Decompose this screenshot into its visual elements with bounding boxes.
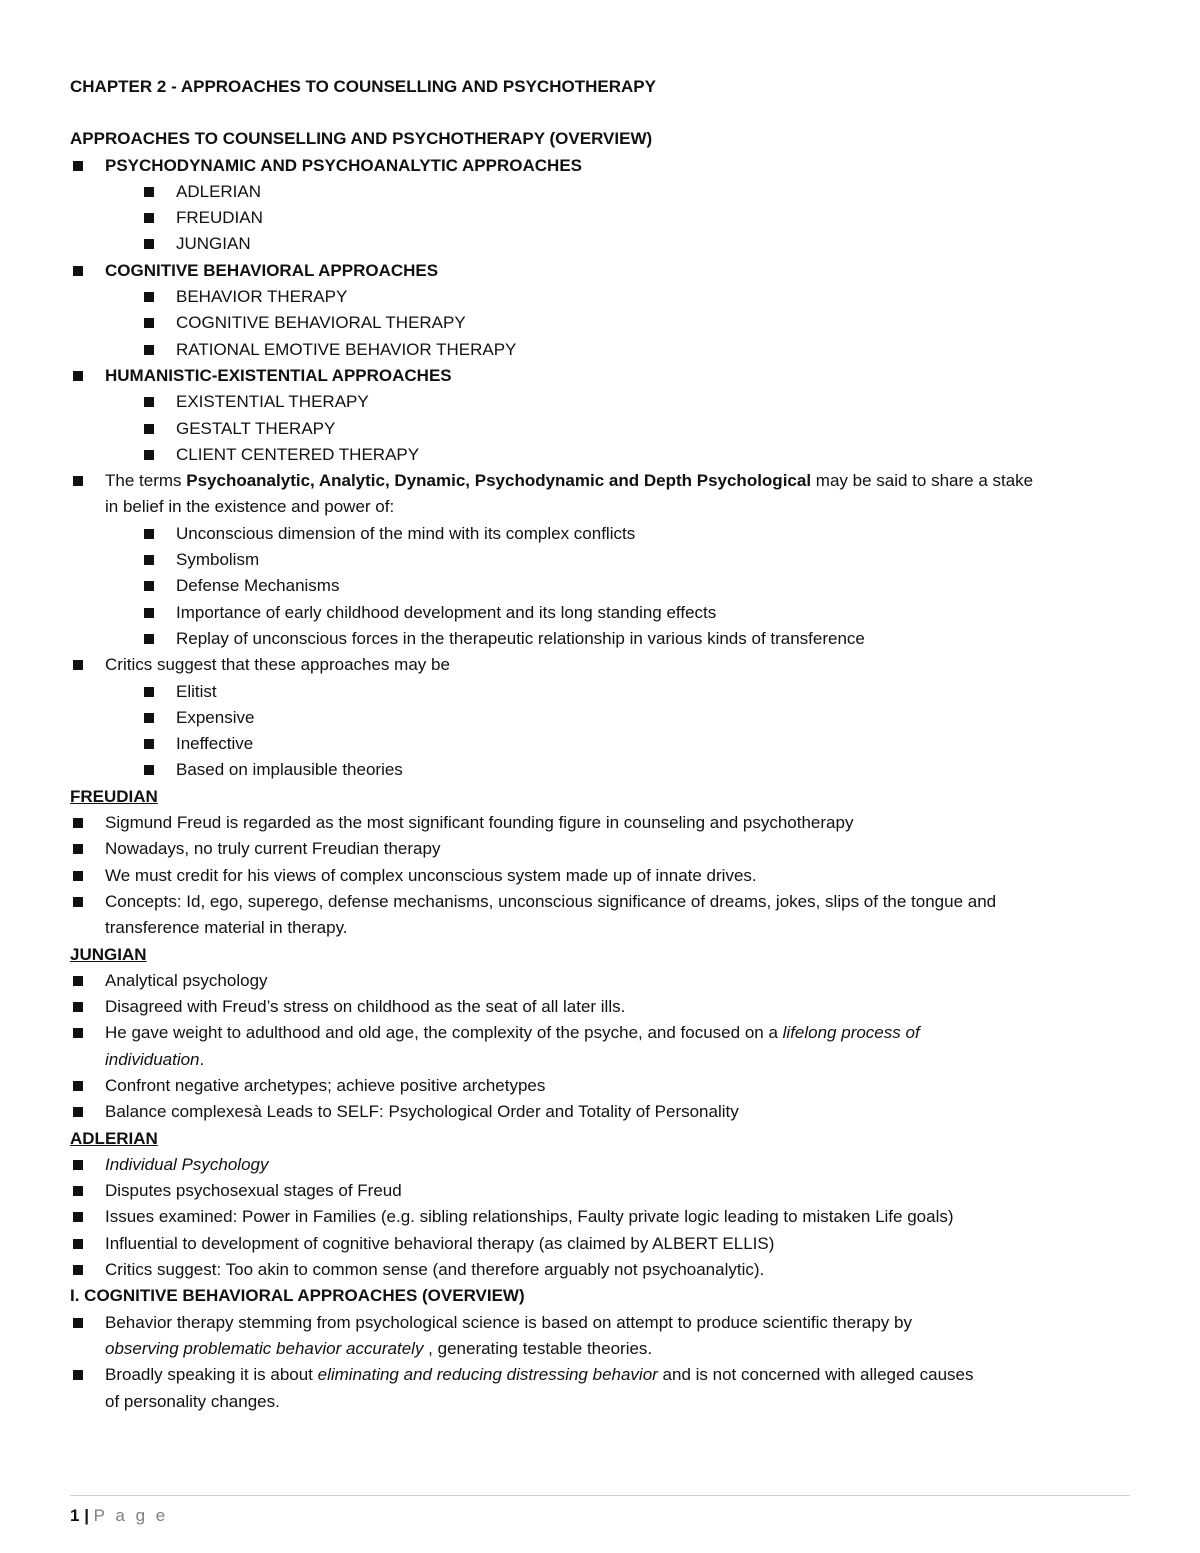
page-footer <box>70 1505 168 1527</box>
list-item-psychodynamic: PSYCHODYNAMIC AND PSYCHOANALYTIC APPROACHES <box>70 153 1145 179</box>
square-bullet-icon <box>73 1160 83 1170</box>
list-item-humanistic: HUMANISTIC-EXISTENTIAL APPROACHES <box>70 363 1145 389</box>
footer-divider <box>70 1495 1130 1496</box>
list-item: Broadly speaking it is about eliminating and reducing distressing behavior and is not concerned with alleged causes <box>70 1362 1145 1388</box>
square-bullet-icon <box>73 1081 83 1091</box>
list-item-terms: The terms Psychoanalytic, Analytic, Dynamic, Psychodynamic and Depth Psychological may be said to share a stake <box>70 468 1145 494</box>
square-bullet-icon <box>144 318 154 328</box>
square-bullet-icon <box>73 660 83 670</box>
list-item-continued: observing problematic behavior accurately , generating testable theories. <box>105 1338 653 1358</box>
list-item-continued: of personality changes. <box>105 1391 280 1411</box>
list-item-continued: individuation. <box>105 1049 205 1069</box>
square-bullet-icon <box>144 450 154 460</box>
list-item: He gave weight to adulthood and old age, the complexity of the psyche, and focused on a lifelong process of <box>70 1020 1145 1046</box>
list-item: Sigmund Freud is regarded as the most significant founding figure in counseling and psychotherapy <box>70 810 1145 836</box>
list-item: Critics suggest: Too akin to common sense (and therefore arguably not psychoanalytic). <box>70 1257 1145 1283</box>
page-number: 1 <box>70 1506 80 1525</box>
square-bullet-icon <box>144 239 154 249</box>
square-bullet-icon <box>144 581 154 591</box>
list-item: COGNITIVE BEHAVIORAL THERAPY <box>70 310 1145 336</box>
square-bullet-icon <box>144 687 154 697</box>
list-item: Defense Mechanisms <box>70 573 1145 599</box>
list-item: Ineffective <box>70 731 1145 757</box>
list-item-continued: transference material in therapy. <box>105 918 348 938</box>
list-item: GESTALT THERAPY <box>70 416 1145 442</box>
list-item: RATIONAL EMOTIVE BEHAVIOR THERAPY <box>70 337 1145 363</box>
square-bullet-icon <box>73 844 83 854</box>
list-item: FREUDIAN <box>70 205 1145 231</box>
list-item-terms-continued: in belief in the existence and power of: <box>105 497 395 517</box>
square-bullet-icon <box>73 1107 83 1117</box>
list-item: Symbolism <box>70 547 1145 573</box>
list-item: Behavior therapy stemming from psychological science is based on attempt to produce scientific therapy by <box>70 1310 1145 1336</box>
square-bullet-icon <box>73 371 83 381</box>
list-item: Based on implausible theories <box>70 757 1145 783</box>
footer-separator: | <box>79 1506 94 1525</box>
square-bullet-icon <box>144 187 154 197</box>
square-bullet-icon <box>73 1002 83 1012</box>
square-bullet-icon <box>73 1265 83 1275</box>
list-item: ADLERIAN <box>70 179 1145 205</box>
square-bullet-icon <box>73 476 83 486</box>
list-item-cognitive: COGNITIVE BEHAVIORAL APPROACHES <box>70 258 1145 284</box>
list-item: Influential to development of cognitive behavioral therapy (as claimed by ALBERT ELLIS) <box>70 1231 1145 1257</box>
section-heading-freudian: FREUDIAN <box>70 786 158 806</box>
document-body <box>70 74 1145 1415</box>
section-heading-jungian: JUNGIAN <box>70 944 147 964</box>
section-heading-cbt: I. COGNITIVE BEHAVIORAL APPROACHES (OVERVIEW) <box>70 1286 525 1306</box>
square-bullet-icon <box>73 266 83 276</box>
list-item: Unconscious dimension of the mind with its complex conflicts <box>70 521 1145 547</box>
list-item: Concepts: Id, ego, superego, defense mechanisms, unconscious significance of dreams, jokes, slips of the tongue and <box>70 889 1145 915</box>
list-item: Replay of unconscious forces in the therapeutic relationship in various kinds of transference <box>70 626 1145 652</box>
spacer <box>70 100 1145 126</box>
square-bullet-icon <box>73 818 83 828</box>
list-item: Expensive <box>70 705 1145 731</box>
square-bullet-icon <box>144 424 154 434</box>
list-item: Balance complexesà Leads to SELF: Psychological Order and Totality of Personality <box>70 1099 1145 1125</box>
list-item: CLIENT CENTERED THERAPY <box>70 442 1145 468</box>
square-bullet-icon <box>144 292 154 302</box>
list-item: Nowadays, no truly current Freudian therapy <box>70 836 1145 862</box>
list-item: JUNGIAN <box>70 231 1145 257</box>
overview-heading: APPROACHES TO COUNSELLING AND PSYCHOTHERAPY (OVERVIEW) <box>70 129 653 149</box>
square-bullet-icon <box>144 397 154 407</box>
square-bullet-icon <box>144 739 154 749</box>
square-bullet-icon <box>73 976 83 986</box>
square-bullet-icon <box>144 765 154 775</box>
square-bullet-icon <box>73 897 83 907</box>
list-item: EXISTENTIAL THERAPY <box>70 389 1145 415</box>
square-bullet-icon <box>144 713 154 723</box>
square-bullet-icon <box>73 1028 83 1038</box>
square-bullet-icon <box>144 608 154 618</box>
square-bullet-icon <box>144 634 154 644</box>
list-item: We must credit for his views of complex unconscious system made up of innate drives. <box>70 863 1145 889</box>
list-item: Disputes psychosexual stages of Freud <box>70 1178 1145 1204</box>
list-item: Disagreed with Freud’s stress on childhood as the seat of all later ills. <box>70 994 1145 1020</box>
chapter-title: CHAPTER 2 - APPROACHES TO COUNSELLING AND PSYCHOTHERAPY <box>70 77 656 96</box>
list-item: Importance of early childhood development and its long standing effects <box>70 600 1145 626</box>
square-bullet-icon <box>73 1370 83 1380</box>
square-bullet-icon <box>73 1212 83 1222</box>
list-item: Individual Psychology <box>70 1152 1145 1178</box>
list-item: BEHAVIOR THERAPY <box>70 284 1145 310</box>
square-bullet-icon <box>73 1239 83 1249</box>
list-item: Confront negative archetypes; achieve positive archetypes <box>70 1073 1145 1099</box>
list-item: Issues examined: Power in Families (e.g. sibling relationships, Faulty private logic leading to mistaken Life goals) <box>70 1204 1145 1230</box>
list-item: Elitist <box>70 679 1145 705</box>
list-item-critics: Critics suggest that these approaches may be <box>70 652 1145 678</box>
page-label: P a g e <box>93 1506 169 1525</box>
square-bullet-icon <box>144 345 154 355</box>
list-item: Analytical psychology <box>70 968 1145 994</box>
square-bullet-icon <box>73 871 83 881</box>
square-bullet-icon <box>144 555 154 565</box>
section-heading-adlerian: ADLERIAN <box>70 1128 158 1148</box>
square-bullet-icon <box>73 1318 83 1328</box>
square-bullet-icon <box>73 1186 83 1196</box>
square-bullet-icon <box>144 213 154 223</box>
square-bullet-icon <box>144 529 154 539</box>
square-bullet-icon <box>73 161 83 171</box>
